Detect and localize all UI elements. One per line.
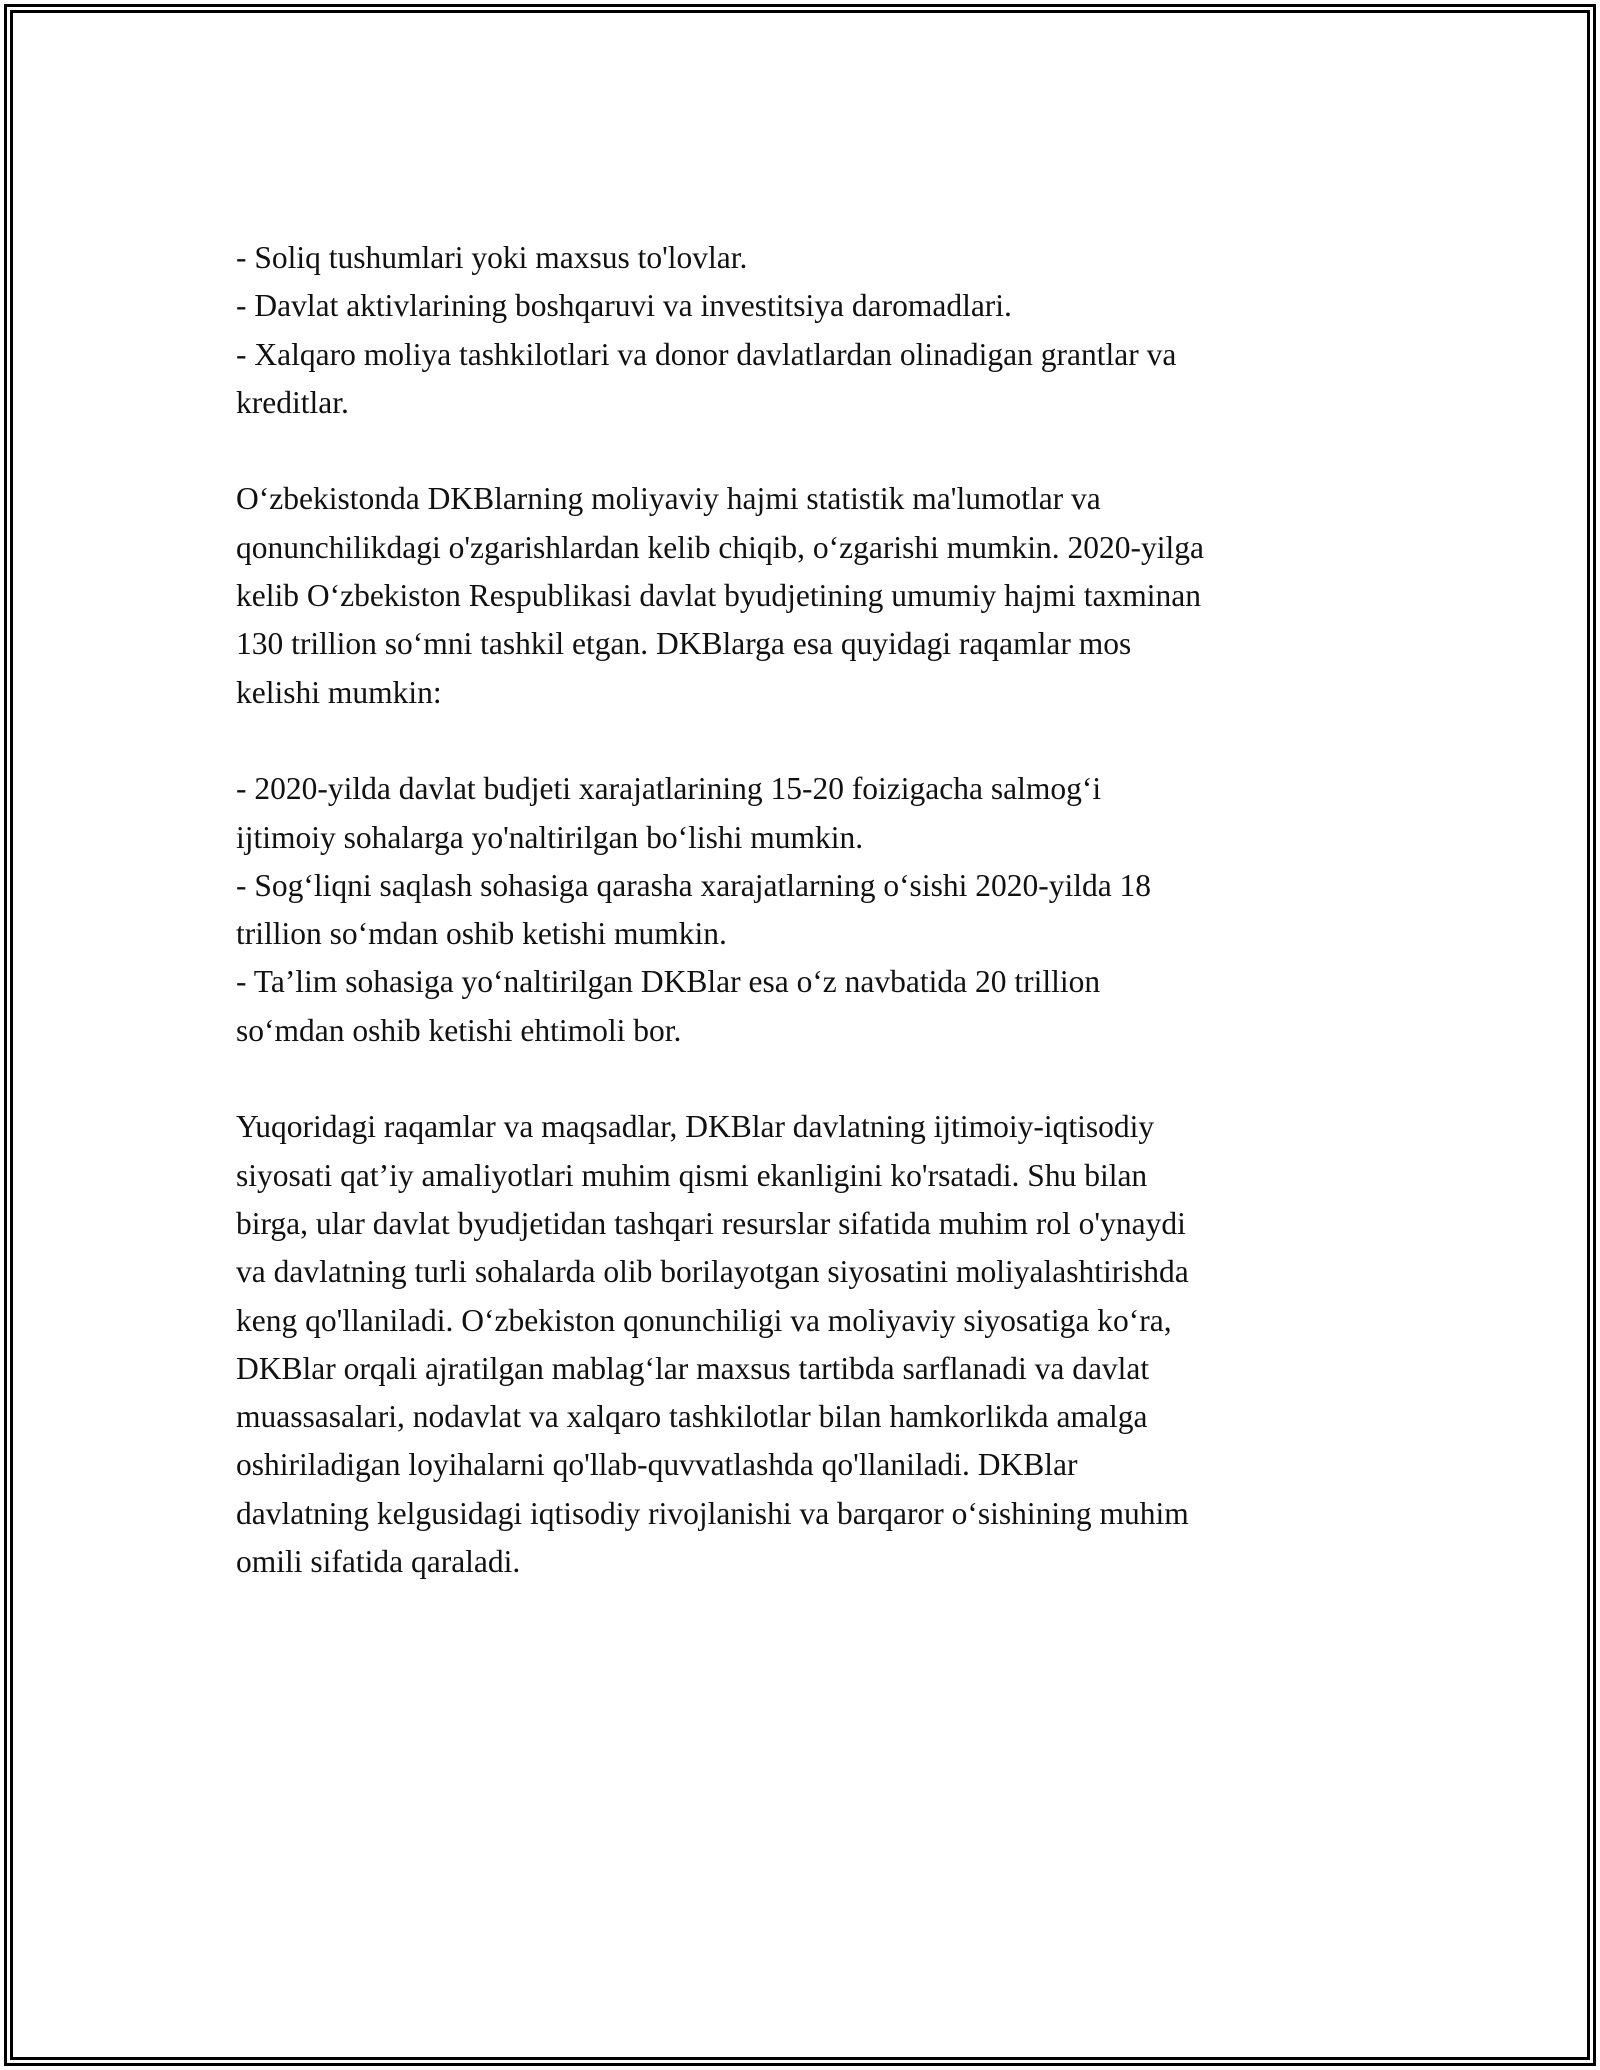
paragraph-line: davlatning kelgusidagi iqtisodiy rivojlanishi va barqaror o‘sishining muhim bbox=[236, 1495, 1189, 1531]
paragraph-line: muassasalari, nodavlat va xalqaro tashkilotlar bilan hamkorlikda amalga bbox=[236, 1399, 1148, 1435]
paragraph-line: DKBlar orqali ajratilgan mablag‘lar maxsus tartibda sarflanadi va davlat bbox=[236, 1350, 1150, 1386]
list-item: - Davlat aktivlarining boshqaruvi va investitsiya daromadlari. bbox=[236, 288, 1012, 324]
list-item: - Ta’lim sohasiga yo‘naltirilgan DKBlar esa o‘z navbatida 20 trillion bbox=[236, 964, 1101, 1000]
paragraph-spacer bbox=[236, 717, 1376, 765]
paragraph-spacer bbox=[236, 427, 1376, 475]
document-body bbox=[236, 234, 1376, 1586]
paragraph-line: siyosati qat’iy amaliyotlari muhim qismi ekanligini ko'rsatadi. Shu bilan bbox=[236, 1157, 1148, 1193]
paragraph-line: qonunchilikdagi o'zgarishlardan kelib chiqib, o‘zgarishi mumkin. 2020-yilga bbox=[236, 529, 1204, 565]
paragraph-line: birga, ular davlat byudjetidan tashqari resurslar sifatida muhim rol o'ynaydi bbox=[236, 1205, 1186, 1241]
paragraph-spacer bbox=[236, 1055, 1376, 1103]
list-item: - Xalqaro moliya tashkilotlari va donor davlatlardan olinadigan grantlar va bbox=[236, 336, 1177, 372]
paragraph-line: kelishi mumkin: bbox=[236, 674, 442, 710]
paragraph-line: va davlatning turli sohalarda olib borilayotgan siyosatini moliyalashtirishda bbox=[236, 1254, 1189, 1290]
paragraph-line: omili sifatida qaraladi. bbox=[236, 1544, 521, 1580]
figures-list bbox=[236, 765, 1376, 1055]
list-item-continuation: so‘mdan oshib ketishi ehtimoli bor. bbox=[236, 1012, 682, 1048]
financial-volume-paragraph bbox=[236, 475, 1376, 716]
list-item: - 2020-yilda davlat budjeti xarajatlarining 15-20 foizigacha salmog‘i bbox=[236, 771, 1102, 807]
list-item-continuation: trillion so‘mdan oshib ketishi mumkin. bbox=[236, 916, 727, 952]
paragraph-line: 130 trillion so‘mni tashkil etgan. DKBlarga esa quyidagi raqamlar mos bbox=[236, 626, 1132, 662]
paragraph-line: keng qo'llaniladi. O‘zbekiston qonunchiligi va moliyaviy siyosatiga ko‘ra, bbox=[236, 1302, 1172, 1338]
list-item: - Sog‘liqni saqlash sohasiga qarasha xarajatlarning o‘sishi 2020-yilda 18 bbox=[236, 867, 1152, 903]
paragraph-line: O‘zbekistonda DKBlarning moliyaviy hajmi statistik ma'lumotlar va bbox=[236, 481, 1101, 517]
list-item-continuation: kreditlar. bbox=[236, 384, 349, 420]
paragraph-line: kelib O‘zbekiston Respublikasi davlat byudjetining umumiy hajmi taxminan bbox=[236, 578, 1201, 614]
income-sources-list bbox=[236, 234, 1376, 427]
paragraph-line: oshiriladigan loyihalarni qo'llab-quvvatlashda qo'llaniladi. DKBlar bbox=[236, 1447, 1078, 1483]
paragraph-line: Yuqoridagi raqamlar va maqsadlar, DKBlar davlatning ijtimoiy-iqtisodiy bbox=[236, 1109, 1155, 1145]
conclusion-paragraph bbox=[236, 1103, 1376, 1586]
list-item-continuation: ijtimoiy sohalarga yo'naltirilgan bo‘lishi mumkin. bbox=[236, 819, 864, 855]
list-item: - Soliq tushumlari yoki maxsus to'lovlar. bbox=[236, 240, 748, 275]
